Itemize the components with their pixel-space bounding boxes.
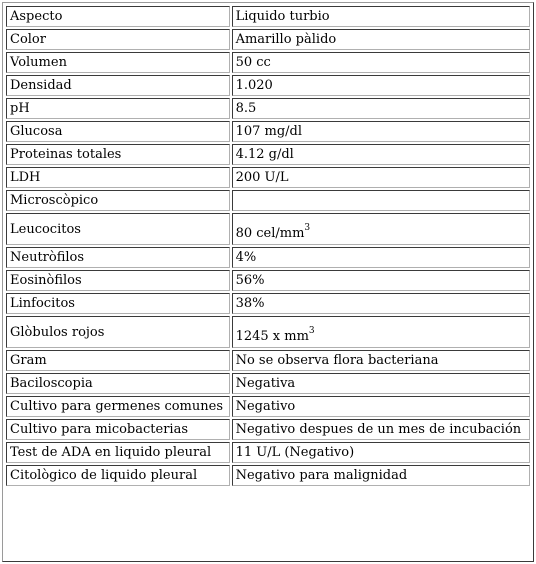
row-label: Proteinas totales [6, 144, 230, 165]
table-row [6, 52, 530, 73]
row-label: Cultivo para micobacterias [6, 419, 230, 440]
row-label: LDH [6, 167, 230, 188]
row-value: 11 U/L (Negativo) [232, 442, 530, 463]
row-value-text: 1245 x mm [235, 329, 309, 344]
table-row [6, 29, 530, 50]
table-row [6, 465, 530, 486]
table-row [6, 190, 530, 211]
row-label: Glòbulos rojos [6, 316, 230, 348]
table-row [6, 6, 530, 27]
row-label: Densidad [6, 75, 230, 96]
table-row [6, 316, 530, 348]
table-row [6, 167, 530, 188]
row-label: Citològico de liquido pleural [6, 465, 230, 486]
row-label: Glucosa [6, 121, 230, 142]
row-value-text: 80 cel/mm [235, 226, 305, 241]
table-row [6, 75, 530, 96]
table-row [6, 373, 530, 394]
row-label: Volumen [6, 52, 230, 73]
row-label: Neutròfilos [6, 247, 230, 268]
row-label: Leucocitos [6, 213, 230, 245]
row-value: Amarillo pàlido [232, 29, 530, 50]
row-value: Negativa [232, 373, 530, 394]
row-label: pH [6, 98, 230, 119]
row-label: Microscòpico [6, 190, 230, 211]
pleural-fluid-results-table [4, 4, 532, 488]
row-value: 38% [232, 293, 530, 314]
table-row [6, 350, 530, 371]
row-value [232, 190, 530, 211]
table-row [6, 144, 530, 165]
table-row [6, 419, 530, 440]
row-value: Negativo despues de un mes de incubación [232, 419, 530, 440]
row-value [232, 316, 530, 348]
table-row [6, 247, 530, 268]
row-label: Cultivo para germenes comunes [6, 396, 230, 417]
row-value: 200 U/L [232, 167, 530, 188]
table-row [6, 396, 530, 417]
table-row [6, 98, 530, 119]
table-row [6, 270, 530, 291]
row-value: 4.12 g/dl [232, 144, 530, 165]
row-value [232, 213, 530, 245]
row-value: 50 cc [232, 52, 530, 73]
row-value: 1.020 [232, 75, 530, 96]
row-value: 56% [232, 270, 530, 291]
row-value-exponent: 3 [308, 325, 315, 336]
row-value: 8.5 [232, 98, 530, 119]
row-label: Eosinòfilos [6, 270, 230, 291]
row-value: Liquido turbio [232, 6, 530, 27]
row-label: Aspecto [6, 6, 230, 27]
row-value: Negativo para malignidad [232, 465, 530, 486]
row-label: Linfocitos [6, 293, 230, 314]
row-label: Test de ADA en liquido pleural [6, 442, 230, 463]
table-row [6, 121, 530, 142]
table-row [6, 442, 530, 463]
row-value: 4% [232, 247, 530, 268]
table-row [6, 293, 530, 314]
row-value: No se observa flora bacteriana [232, 350, 530, 371]
row-value: 107 mg/dl [232, 121, 530, 142]
row-value-exponent: 3 [304, 222, 311, 233]
row-label: Baciloscopia [6, 373, 230, 394]
row-label: Color [6, 29, 230, 50]
row-value: Negativo [232, 396, 530, 417]
row-label: Gram [6, 350, 230, 371]
table-row [6, 213, 530, 245]
